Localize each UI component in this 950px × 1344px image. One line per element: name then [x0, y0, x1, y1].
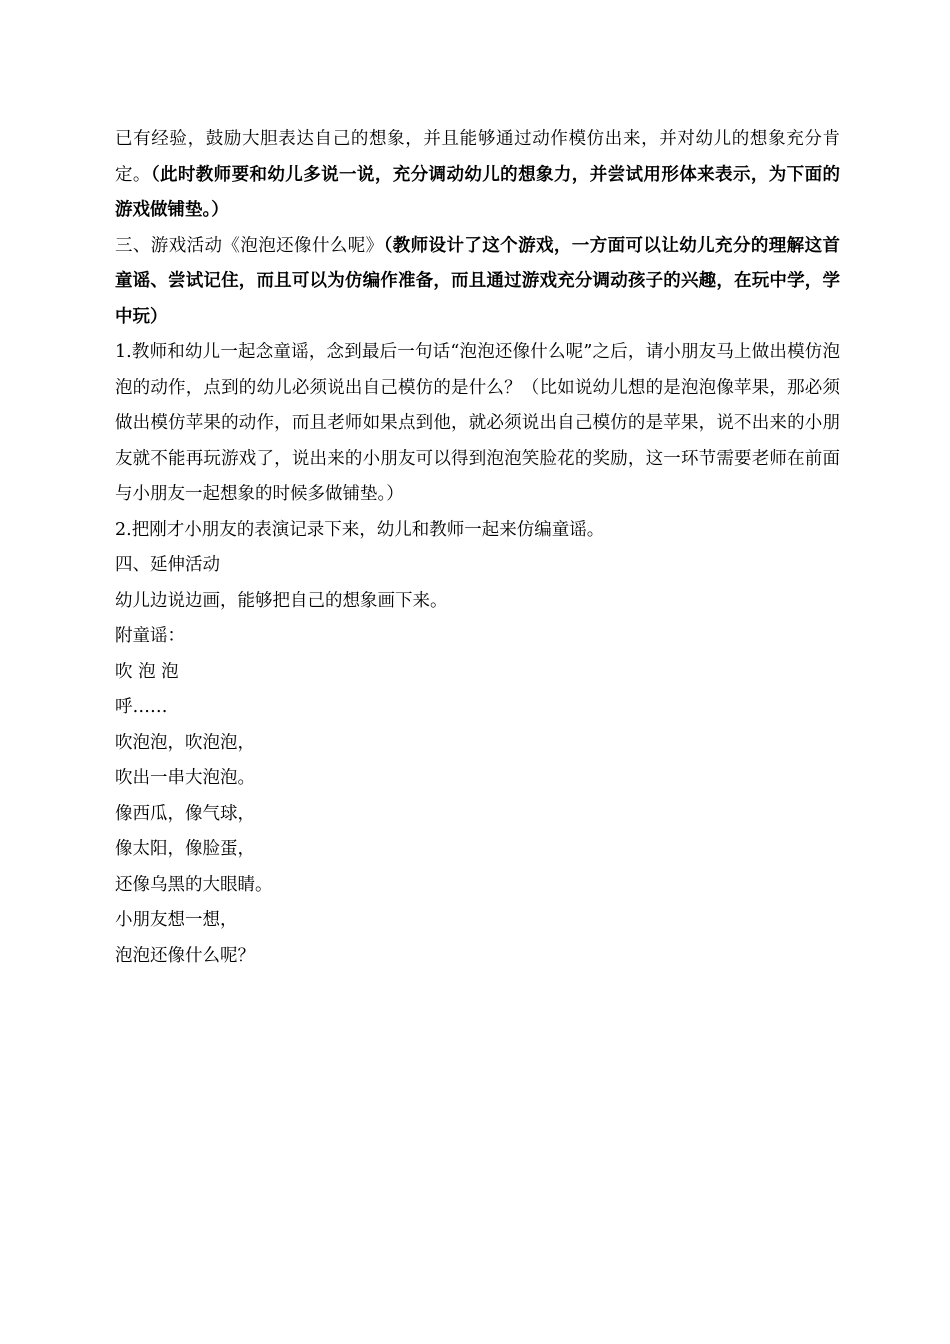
- game-step-1: 1.教师和幼儿一起念童谣，念到最后一句话“泡泡还像什么呢”之后，请小朋友马上做出模仿泡泡的动作，点到的幼儿必须说出自己模仿的是什么？（比如说幼儿想的是泡泡像苹果，那必须做出模仿苹果的动作，而且老师如果点到他，就必须说出自己模仿的是苹果，说不出来的小朋友就不能再玩游戏了，说出来的小朋友可以得到泡泡笑脸花的奖励，这一环节需要老师在前面与小朋友一起想象的时候多做铺垫。）: [115, 342, 840, 504]
- section-game-activity: [115, 229, 840, 336]
- appendix-label: 附童谣：: [115, 626, 185, 646]
- section-game-heading: 三、游戏活动《泡泡还像什么呢》: [115, 235, 384, 256]
- paragraph-experience-text: 已有经验，鼓励大胆表达自己的想象，并且能够通过动作模仿出来，并对幼儿的想象充分肯定。: [115, 129, 840, 185]
- poem-line: 像西瓜，像气球，: [115, 803, 255, 824]
- game-step-2: 2.把刚才小朋友的表演记录下来，幼儿和教师一起来仿编童谣。: [115, 519, 605, 540]
- document-page: [115, 122, 840, 974]
- paragraph-experience: [115, 122, 840, 229]
- poem-line: 吹泡泡，吹泡泡，: [115, 732, 255, 753]
- poem-line: 吹出一串大泡泡。: [115, 768, 255, 788]
- poem-line: 像太阳，像脸蛋，: [115, 839, 255, 859]
- poem-line: 呼……: [115, 697, 168, 717]
- poem-line: 还像乌黑的大眼睛。: [115, 874, 273, 895]
- game-design-note-bold: （教师设计了这个游戏，一方面可以让幼儿充分的理解这首童谣、尝试记住，而且可以为仿编作准备，而且通过游戏充分调动孩子的兴趣，在玩中学，学中玩）: [115, 235, 840, 327]
- teacher-note-bold: （此时教师要和幼儿多说一说，充分调动幼儿的想象力，并尝试用形体来表示，为下面的游戏做铺垫。）: [115, 164, 840, 220]
- section-extension-heading: 四、延伸活动: [115, 555, 220, 575]
- extension-text: 幼儿边说边画，能够把自己的想象画下来。: [115, 590, 448, 611]
- poem-line: 泡泡还像什么呢？: [115, 945, 255, 966]
- poem-title: 吹 泡 泡: [115, 661, 179, 682]
- poem-line: 小朋友想一想，: [115, 910, 238, 930]
